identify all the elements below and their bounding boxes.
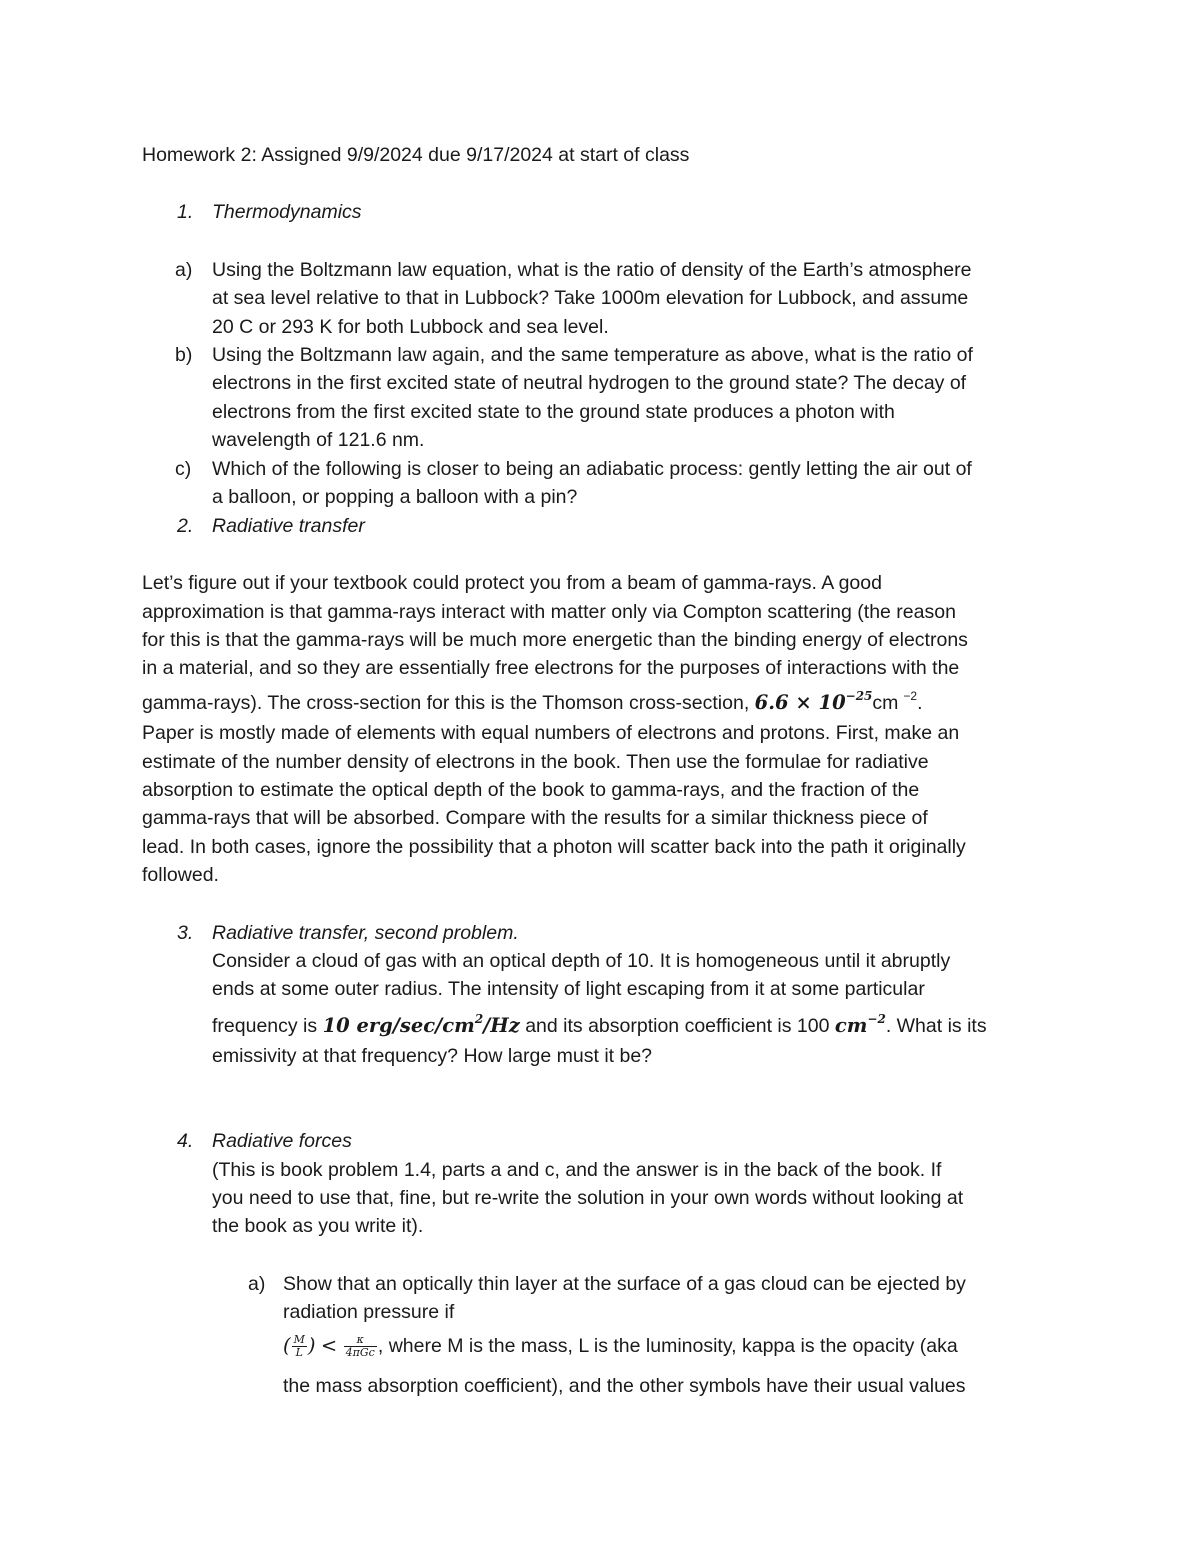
cross-section-unit: cm [872,692,899,714]
formula-close-paren: ) [307,1334,316,1357]
section-4-heading: Radiative forces [212,1130,352,1152]
intensity-exponent: 2 [474,1012,484,1026]
section-4-line: the book as you write it). [212,1215,424,1237]
cross-section-unit-exponent: −2 [903,689,918,703]
formula-tail: , where M is the mass, L is the luminosity, kappa is the opacity (aka [377,1335,958,1357]
mass-luminosity-fraction [292,1334,307,1359]
fraction-numerator: κ [344,1334,377,1347]
section-2-paragraph-line: estimate of the number density of electrons in the book. Then use the formulae for radiative [142,751,929,773]
section-3-number: 3. [177,922,194,944]
section-2-paragraph-line: for this is that the gamma-rays will be much more energetic than the binding energy of electrons [142,629,968,651]
frequency-prefix: frequency is [212,1015,323,1037]
frequency-line [212,1014,987,1040]
item-4a-line: Show that an optically thin layer at the surface of a gas cloud can be ejected by [283,1273,966,1295]
cross-section-end: . [917,692,923,714]
item-1c-line: a balloon, or popping a balloon with a pin? [212,486,578,508]
item-4a-line: radiation pressure if [283,1301,455,1323]
item-1c-label: c) [175,458,192,480]
item-1a-label: a) [175,259,193,281]
section-3-line: emissivity at that frequency? How large must it be? [212,1045,653,1067]
section-2-paragraph-line: in a material, and so they are essentially free electrons for the purposes of interactions with the [142,657,960,679]
item-1a-line: 20 C or 293 K for both Lubbock and sea level. [212,316,609,338]
frequency-mid: and its absorption coefficient is 100 [519,1015,835,1037]
section-3-heading: Radiative transfer, second problem. [212,922,519,944]
section-2-paragraph-line: Paper is mostly made of elements with equal numbers of electrons and protons. First, make an [142,722,960,744]
section-4-line: (This is book problem 1.4, parts a and c, and the answer is in the back of the book. If [212,1159,942,1181]
fraction-denominator: 4πGc [345,1346,375,1360]
section-2-paragraph-line: Let’s figure out if your textbook could protect you from a beam of gamma-rays. A good [142,572,882,594]
section-3-line: ends at some outer radius. The intensity of light escaping from it at some particular [212,978,925,1000]
section-2-paragraph-line: absorption to estimate the optical depth of the book to gamma-rays, and the fraction of the [142,779,920,801]
item-1b-line: Using the Boltzmann law again, and the same temperature as above, what is the ratio of [212,344,973,366]
absorption-exponent: −2 [867,1012,886,1026]
item-1c-line: Which of the following is closer to being an adiabatic process: gently letting the air out of [212,458,972,480]
item-1b-line: electrons in the first excited state of neutral hydrogen to the ground state? The decay of [212,372,967,394]
item-1a-line: at sea level relative to that in Lubbock? Take 1000m elevation for Lubbock, and assume [212,287,969,309]
intensity-value: 10 erg/sec/cm [322,1014,475,1037]
item-4a-label: a) [248,1273,266,1295]
item-4a-line: the mass absorption coefficient), and the other symbols have their usual values [283,1375,966,1397]
less-than-sign: < [320,1334,338,1357]
page-title: Homework 2: Assigned 9/9/2024 due 9/17/2024 at start of class [142,144,690,166]
cross-section-line [142,691,923,717]
section-4-number: 4. [177,1130,194,1152]
item-1a-line: Using the Boltzmann law equation, what is the ratio of density of the Earth’s atmosphere [212,259,972,281]
frequency-end: . What is its [885,1015,987,1037]
formula-open-paren: ( [283,1334,291,1357]
absorption-unit: cm [834,1014,868,1037]
fraction-denominator: L [295,1346,303,1360]
fraction-numerator: M [293,1333,305,1347]
kappa-fraction [344,1334,377,1359]
section-3-line: Consider a cloud of gas with an optical depth of 10. It is homogeneous until it abruptly [212,950,951,972]
cross-section-value: 6.6 × 10 [754,691,846,714]
section-1-heading: Thermodynamics [212,201,362,223]
section-2-paragraph-line: gamma-rays that will be absorbed. Compare with the results for a similar thickness piece of [142,807,928,829]
item-1b-line: wavelength of 121.6 nm. [212,429,425,451]
cross-section-exponent: −25 [845,689,873,703]
section-2-paragraph-line: followed. [142,864,219,886]
item-1b-label: b) [175,344,193,366]
section-2-heading: Radiative transfer [212,515,365,537]
section-4-line: you need to use that, fine, but re-write the solution in your own words without looking at [212,1187,964,1209]
section-1-number: 1. [177,201,194,223]
section-2-paragraph-line: lead. In both cases, ignore the possibility that a photon will scatter back into the path it originally [142,836,966,858]
intensity-unit: /Hz [483,1014,520,1037]
section-2-paragraph-line: approximation is that gamma-rays interact with matter only via Compton scattering (the reason [142,601,956,623]
item-1b-line: electrons from the first excited state to the ground state produces a photon with [212,401,895,423]
cross-section-text: gamma-rays). The cross-section for this is the Thomson cross-section, [142,692,755,714]
formula-line [283,1334,958,1359]
section-2-number: 2. [177,515,194,537]
